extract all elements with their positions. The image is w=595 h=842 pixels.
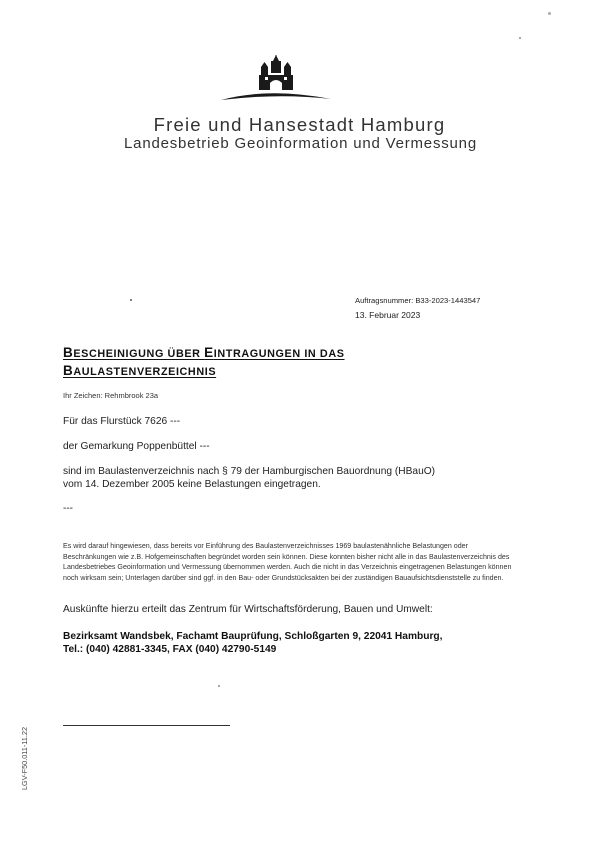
scan-speck [548,12,551,15]
reference-sign: Ihr Zeichen: Rehmbrook 23a [63,391,159,400]
legal-notice: Es wird darauf hingewiesen, dass bereits vor Einführung des Baulastenverzeichnisses 1969 baulastenähnliche Belastungen oder Beschränkungen wie z.B. Hofgemeinschaften begründet worden sein können. Diese konnten bisher nicht alle in das Baulastenverzeichnis des Landesbetriebes Geoinformation und Vermessung übernommen werden. Auch die nicht in das Verzeichnis eingetragenen Belastungen können noch wirksam sein; Unterlagen darüber sind ggf. in den Bau- oder Grundstücksakten bei der zuständigen Bauaufsichtsdienststelle zu finden. [63,542,512,582]
registry-statement-line-2: vom 14. Dezember 2005 keine Belastungen eingetragen. [63,479,321,490]
document-title-line-1: BESCHEINIGUNG ÜBER EINTRAGUNGEN IN DAS [63,345,345,360]
order-number: Auftragsnummer: B33-2023-1443547 [355,296,481,305]
organization-subtitle: Landesbetrieb Geoinformation und Vermessung [124,135,477,152]
registry-statement-line-1: sind im Baulastenverzeichnis nach § 79 der Hamburgischen Bauordnung (HBauO) [63,466,436,477]
organization-name: Freie und Hansestadt Hamburg [153,114,446,135]
parcel-line: Für das Flurstück 7626 --- [63,416,181,427]
separator-dashes: --- [63,503,73,514]
hamburg-castle-emblem-icon [219,55,333,105]
scan-speck [519,37,521,39]
information-contact-line: Auskünfte hierzu erteilt das Zentrum für Wirtschaftsförderung, Bauen und Umwelt: [63,604,433,615]
office-phone-fax: Tel.: (040) 42881-3345, FAX (040) 42790-5149 [63,644,277,655]
document-date: 13. Februar 2023 [355,310,421,320]
document-title-line-2: BAULASTENVERZEICHNIS [63,363,217,378]
district-line: der Gemarkung Poppenbüttel --- [63,441,210,452]
office-address: Bezirksamt Wandsbek, Fachamt Bauprüfung, Schloßgarten 9, 22041 Hamburg, [63,631,443,642]
signature-line [63,725,230,726]
scan-speck [130,299,132,301]
scan-speck [218,685,220,687]
form-code: LGV-F50.011-11.22 [20,726,29,790]
